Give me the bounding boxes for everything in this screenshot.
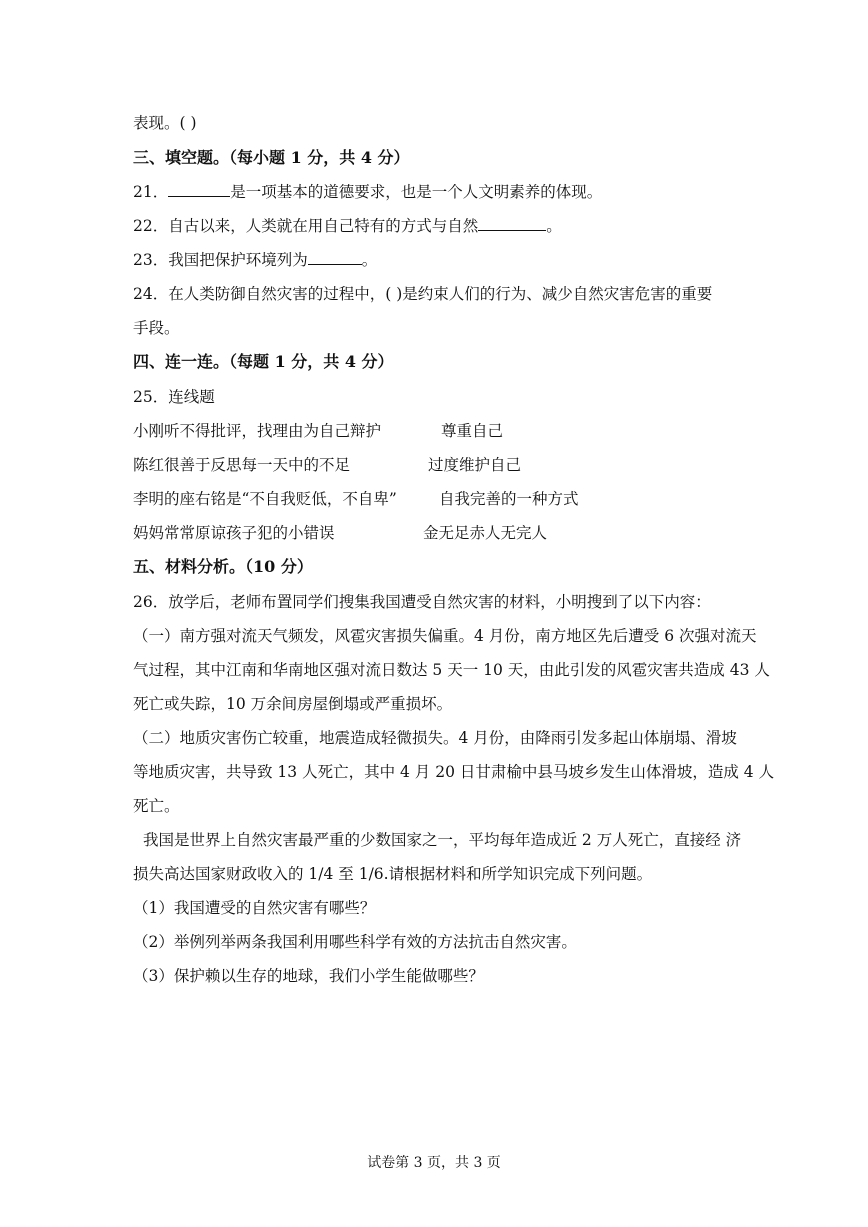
match-right-item: 过度维护自己	[428, 456, 522, 474]
sub-question-2: （2）举例列举两条我国利用哪些科学有效的方法抗击自然灾害。	[133, 933, 577, 951]
previous-question-tail: 表现。( )	[133, 114, 197, 132]
q23-end: 。	[361, 251, 378, 269]
match-left-item: 妈妈常常原谅孩子犯的小错误	[133, 524, 335, 542]
question-24-line-2: 手段。	[133, 319, 180, 337]
question-24-line-1: 24．在人类防御自然灾害的过程中，( )是约束人们的行为、减少自然灾害危害的重要	[133, 285, 713, 303]
material-2-line-2: 等地质灾害，共导致 13 人死亡，其中 4 月 20 日甘肃榆中县马坡乡发生山体滑坡，造成 4 人	[133, 763, 775, 781]
sub-question-3: （3）保护赖以生存的地球，我们小学生能做哪些？	[133, 967, 484, 985]
q21-text: 是一项基本的道德要求，也是一个人文明素养的体现。	[230, 183, 603, 201]
match-left-item: 李明的座右铭是“不自我贬低，不自卑”	[133, 490, 397, 508]
question-21	[133, 181, 602, 203]
q21-number: 21．	[133, 183, 169, 201]
question-22	[133, 215, 562, 237]
sub-question-1: （1）我国遭受的自然灾害有哪些？	[133, 899, 376, 917]
section-4-heading: 四、连一连。（每题 1 分，共 4 分）	[133, 352, 394, 371]
q22-end: 。	[546, 217, 562, 235]
question-23	[133, 249, 377, 271]
material-1-line-1: （一）南方强对流天气频发，风雹灾害损失偏重。4 月份，南方地区先后遭受 6 次强对流天	[133, 627, 757, 645]
match-right-item: 自我完善的一种方式	[439, 490, 579, 508]
q22-text: 22．自古以来，人类就在用自己特有的方式与自然	[133, 217, 479, 235]
material-2-line-3: 死亡。	[133, 797, 180, 815]
question-25: 25．连线题	[133, 388, 215, 406]
match-left-item: 小刚听不得批评，找理由为自己辩护	[133, 422, 382, 440]
q22-blank	[478, 215, 546, 231]
question-26-intro: 26．放学后，老师布置同学们搜集我国遭受自然灾害的材料，小明搜到了以下内容：	[133, 593, 711, 611]
q23-blank	[308, 249, 362, 265]
q21-blank	[168, 181, 230, 197]
material-1-line-3: 死亡或失踪，10 万余间房屋倒塌或严重损坏。	[133, 695, 453, 713]
material-3-line-2: 损失高达国家财政收入的 1/4 至 1/6.请根据材料和所学知识完成下列问题。	[133, 865, 653, 883]
match-left-item: 陈红很善于反思每一天中的不足	[133, 456, 351, 474]
section-5-heading: 五、材料分析。（10 分）	[133, 557, 313, 576]
match-right-item: 金无足赤人无完人	[423, 524, 548, 542]
match-right-item: 尊重自己	[441, 422, 504, 440]
material-2-line-1: （二）地质灾害伤亡较重，地震造成轻微损失。4 月份，由降雨引发多起山体崩塌、滑坡	[133, 729, 737, 747]
q23-text: 23．我国把保护环境列为	[133, 251, 308, 269]
page-footer: 试卷第 3 页，共 3 页	[367, 1155, 501, 1171]
section-3-heading: 三、填空题。（每小题 1 分，共 4 分）	[133, 148, 410, 167]
material-1-line-2: 气过程，其中江南和华南地区强对流日数达 5 天一 10 天，由此引发的风雹灾害共造成 43 人	[133, 661, 770, 679]
material-3-line-1: 我国是世界上自然灾害最严重的少数国家之一，平均每年造成近 2 万人死亡，直接经 济	[143, 831, 742, 849]
